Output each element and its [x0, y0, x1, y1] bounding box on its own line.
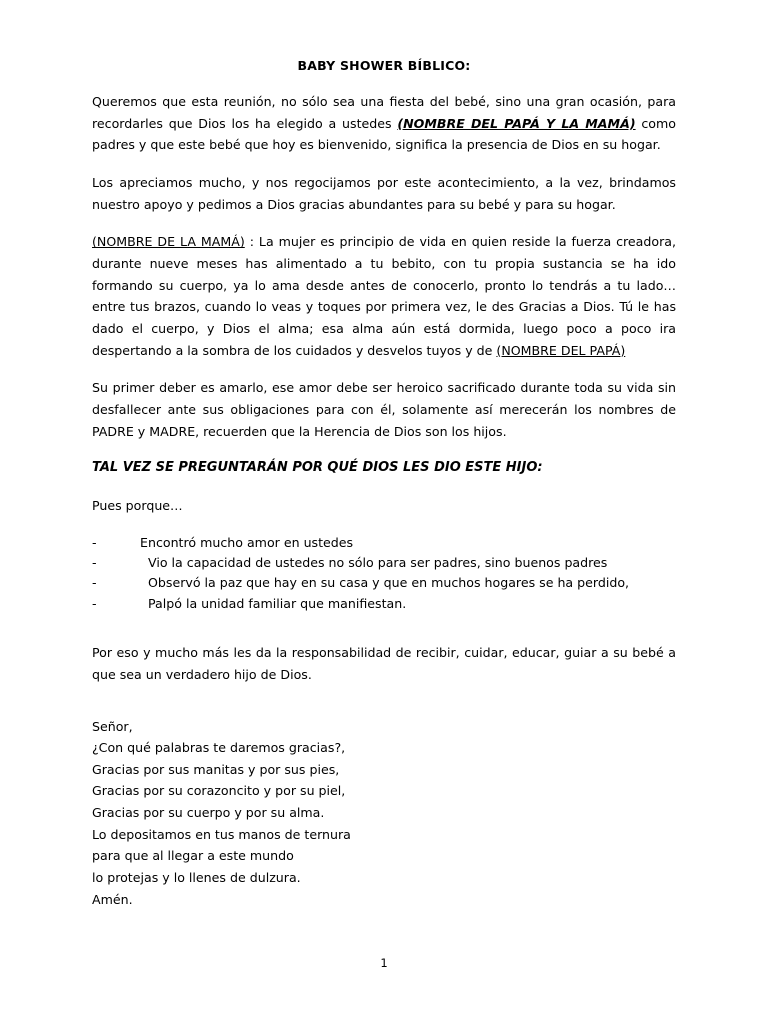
- placeholder-parents-names: (NOMBRE DEL PAPÁ Y LA MAMÁ): [397, 115, 636, 131]
- paragraph-welcome-part2: como padres y que este bebé que hoy es bienvenido, significa la presencia de Dios en su hogar.: [92, 115, 676, 153]
- prayer-line: Señor,: [92, 718, 133, 734]
- list-item: [92, 533, 676, 553]
- prayer-line: Gracias por su cuerpo y por su alma.: [92, 805, 325, 821]
- list-item: [92, 594, 676, 614]
- paragraph-responsibility: Por eso y mucho más les da la responsabilidad de recibir, cuidar, educar, guiar a su bebé a que sea un verdadero hijo de Dios.: [92, 645, 676, 682]
- list-item-label: Encontró mucho amor en ustedes: [140, 534, 354, 550]
- prayer-block: [92, 716, 676, 911]
- reasons-list: [92, 533, 676, 615]
- paragraph-welcome: [92, 91, 676, 156]
- bullet-marker: -: [92, 555, 97, 571]
- paragraph-mother-body: : La mujer es principio de vida en quien reside la fuerza creadora, durante nueve meses has alimentado a tu bebito, con tu propia sustancia se ha ido formando su cuerpo, ya lo ama desde antes de conocerlo, pronto lo tendrás a tu lado… entre tus brazos, cuando lo veas y toques por primera vez, le des Gracias a Dios. Tú le has dado el cuerpo, y Dios el alma; esa alma aún está dormida, luego poco a poco ira despertando a la sombra de los cuidados y desvelos tuyos y de: [92, 234, 676, 358]
- prayer-line: Amén.: [92, 891, 133, 907]
- bullet-marker: -: [92, 534, 97, 550]
- list-item: [92, 553, 676, 573]
- prayer-line: lo protejas y lo llenes de dulzura.: [92, 870, 301, 886]
- spacer: [92, 702, 676, 716]
- section-heading-question: TAL VEZ SE PREGUNTARÁN POR QUÉ DIOS LES DIO ESTE HIJO:: [92, 460, 543, 476]
- spacer: [92, 628, 676, 642]
- paragraph-appreciation: Los apreciamos mucho, y nos regocijamos por este acontecimiento, a la vez, brindamos nuestro apoyo y pedimos a Dios gracias abundantes para su bebé y para su hogar.: [92, 174, 676, 212]
- lead-in-text: Pues porque…: [92, 497, 183, 513]
- list-item-label: Palpó la unidad familiar que manifiestan.: [148, 595, 407, 611]
- page-title: BABY SHOWER BÍBLICO:: [297, 58, 471, 73]
- bullet-marker: -: [92, 575, 97, 591]
- list-item: [92, 573, 676, 593]
- paragraph-duty: Su primer deber es amarlo, ese amor debe ser heroico sacrificado durante toda su vida sin desfallecer ante sus obligaciones para con él, solamente así merecerán los nombres de PADRE y MADRE, recuerden que la Herencia de Dios son los hijos.: [92, 380, 676, 439]
- placeholder-father-name: (NOMBRE DEL PAPÁ): [496, 342, 626, 358]
- prayer-line: para que al llegar a este mundo: [92, 848, 294, 864]
- list-item-label: Vio la capacidad de ustedes no sólo para ser padres, sino buenos padres: [148, 555, 608, 571]
- placeholder-mother-name: (NOMBRE DE LA MAMÁ): [92, 234, 245, 250]
- page-number: 1: [380, 956, 388, 970]
- list-item-label: Observó la paz que hay en su casa y que en muchos hogares se ha perdido,: [148, 575, 630, 591]
- prayer-line: Gracias por sus manitas y por sus pies,: [92, 761, 340, 777]
- prayer-line: Lo depositamos en tus manos de ternura: [92, 826, 351, 842]
- paragraph-welcome-part1: Queremos que esta reunión, no sólo sea una fiesta del bebé, sino una gran ocasión, para recordarles que Dios los ha elegido a ustedes: [92, 94, 676, 131]
- bullet-marker: -: [92, 595, 97, 611]
- prayer-line: ¿Con qué palabras te daremos gracias?,: [92, 740, 346, 756]
- prayer-line: Gracias por su corazoncito y por su piel,: [92, 783, 346, 799]
- paragraph-mother: [92, 231, 676, 361]
